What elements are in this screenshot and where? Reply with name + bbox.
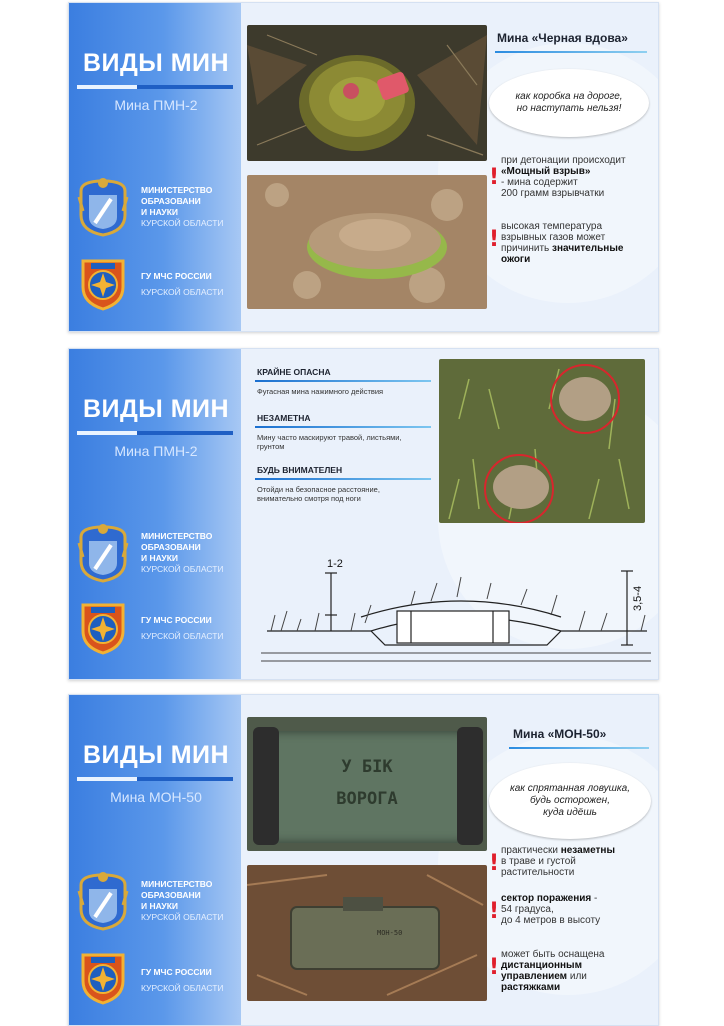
kursk-coat-of-arms-icon	[77, 871, 129, 931]
grass-mines-photo	[439, 359, 645, 523]
speech-bubble: как коробка на дороге, но наступать нельзя!	[489, 69, 649, 137]
mchs-label: ГУ МЧС РОССИИ КУРСКОЙ ОБЛАСТИ	[141, 271, 224, 297]
warning-icon: !	[489, 955, 500, 980]
point-underline	[255, 380, 431, 382]
point-underline	[255, 426, 431, 428]
slide-title: ВИДЫ МИН	[82, 49, 230, 77]
warning-icon: !	[489, 165, 500, 190]
fact-sector: сектор поражения - 54 градуса, до 4 метров в высоту	[501, 893, 601, 926]
photo-mine-marking: МОН-50	[377, 929, 403, 937]
fact-explosion: при детонации происходит «Мощный взрыв» - мина содержит 200 грамм взрывчатки	[501, 155, 626, 199]
speech-bubble: как спрятанная ловушка, будь осторожен, куда идёшь	[489, 763, 651, 839]
fact-burns: высокая температура взрывных газов может причинить значительные ожоги	[501, 221, 624, 265]
point-underline	[255, 478, 431, 480]
mine-installation-diagram	[261, 553, 653, 669]
kursk-coat-of-arms-icon	[77, 523, 129, 583]
heading-underline	[495, 51, 647, 53]
mchs-emblem-icon	[77, 945, 129, 1005]
mine-heading: Мина «МОН-50»	[513, 727, 607, 741]
ministry-label: МИНИСТЕРСТВО ОБРАЗОВАНИ И НАУКИ КУРСКОЙ ОБЛАСТИ	[141, 185, 224, 228]
photo-label-line1: У БІК	[341, 757, 393, 777]
warning-icon: !	[489, 851, 500, 876]
title-divider	[77, 431, 233, 435]
mine-heading: Мина «Черная вдова»	[497, 31, 628, 45]
title-divider	[77, 85, 233, 89]
slide-title: ВИДЫ МИН	[82, 741, 230, 769]
mchs-label: ГУ МЧС РОССИИ КУРСКОЙ ОБЛАСТИ	[141, 967, 224, 993]
title-divider	[77, 777, 233, 781]
mchs-emblem-icon	[77, 251, 129, 311]
ministry-label: МИНИСТЕРСТВО ОБРАЗОВАНИ И НАУКИ КУРСКОЙ ОБЛАСТИ	[141, 879, 224, 922]
right-dimension-label: 3,5-4	[632, 585, 644, 611]
photo-label-line2: ВОРОГА	[336, 789, 398, 809]
slide-subtitle: Мина МОН-50	[110, 789, 202, 805]
point-label: БУДЬ ВНИМАТЕЛЕН	[257, 465, 343, 475]
point-label: КРАЙНЕ ОПАСНА	[257, 367, 331, 377]
kursk-coat-of-arms-icon	[77, 177, 129, 237]
slide-pmn2-warnings	[68, 348, 659, 680]
slide-black-widow	[68, 2, 659, 332]
point-text: Фугасная мина нажимного действия	[257, 387, 384, 396]
slide-mon50	[68, 694, 659, 1026]
warning-icon: !	[489, 227, 500, 252]
fact-remote: может быть оснащена дистанционным управлением или растяжками	[501, 949, 605, 993]
point-text: Отойди на безопасное расстояние, внимательно смотря под ноги	[257, 485, 380, 503]
warning-icon: !	[489, 899, 500, 924]
slide-subtitle: Мина ПМН-2	[114, 97, 198, 113]
slide-title: ВИДЫ МИН	[82, 395, 230, 423]
sidebar	[69, 349, 241, 679]
fact-hidden: практически незаметны в траве и густой растительности	[501, 845, 616, 878]
mchs-emblem-icon	[77, 595, 129, 655]
mon50-photo-top	[247, 717, 487, 851]
mine-photo-bottom	[247, 175, 487, 309]
ministry-label: МИНИСТЕРСТВО ОБРАЗОВАНИ И НАУКИ КУРСКОЙ ОБЛАСТИ	[141, 531, 224, 574]
mchs-label: ГУ МЧС РОССИИ КУРСКОЙ ОБЛАСТИ	[141, 615, 224, 641]
mine-photo-top	[247, 25, 487, 161]
point-text: Мину часто маскируют травой, листьями, грунтом	[257, 433, 402, 451]
slide-subtitle: Мина ПМН-2	[114, 443, 198, 459]
sidebar	[69, 3, 241, 331]
left-dimension-label: 1-2	[327, 558, 343, 570]
sidebar	[69, 695, 241, 1025]
mon50-photo-bottom	[247, 865, 487, 1001]
point-label: НЕЗАМЕТНА	[257, 413, 311, 423]
heading-underline	[509, 747, 649, 749]
